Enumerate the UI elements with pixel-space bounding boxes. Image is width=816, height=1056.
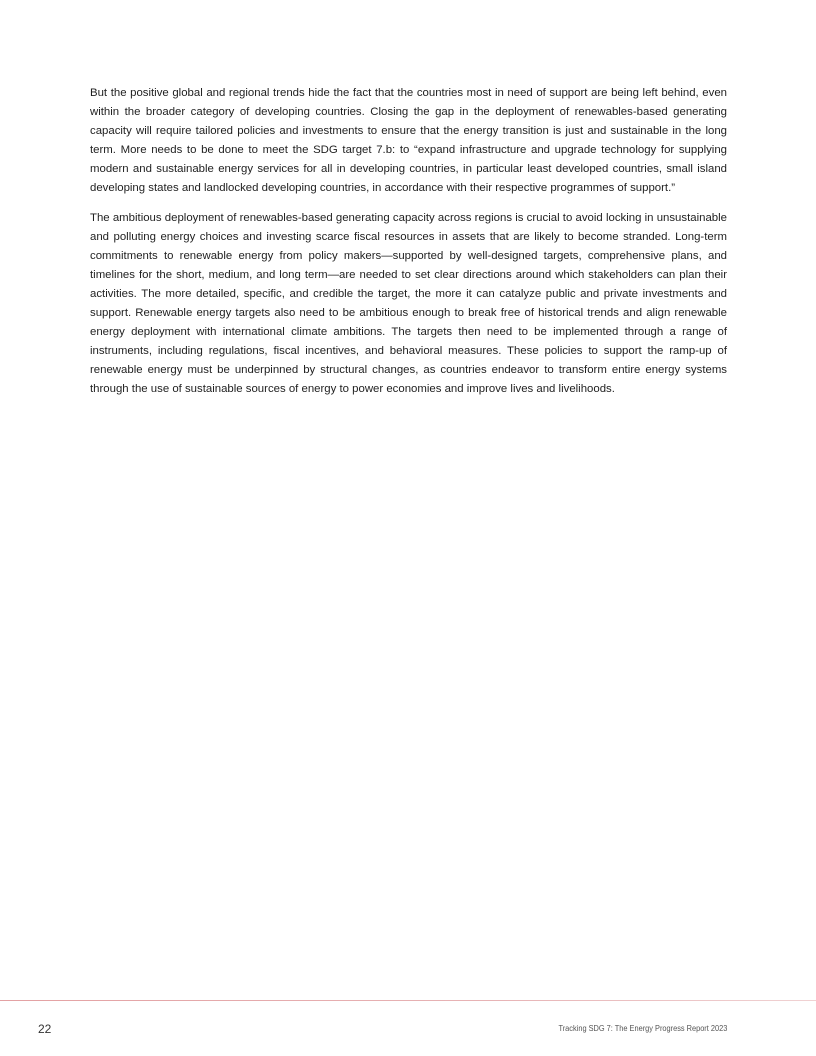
body-paragraph-1: But the positive global and regional trends hide the fact that the countries most in need of support are being left behind, even within the broader category of developing countries. Closing the gap in the deployment of renewables-based generating capacity will require tailored policies and investments to ensure that the energy transition is just and sustainable in the long term. More needs to be done to meet the SDG target 7.b: to “expand infrastructure and upgrade technology for supplying modern and sustainable energy services for all in developing countries, in particular least developed countries, small island developing states and landlocked developing countries, in accordance with their respective programmes of support.” xyxy=(90,87,727,194)
body-paragraph-2: The ambitious deployment of renewables-based generating capacity across regions is crucial to avoid locking in unsustainable and polluting energy choices and investing scarce fiscal resources in assets that are likely to become stranded. Long-term commitments to renewable energy from policy makers—supported by well-designed targets, comprehensive plans, and timelines for the short, medium, and long term—are needed to set clear directions around which stakeholders can plan their activities. The more detailed, specific, and credible the target, the more it can catalyze public and private investments and support. Renewable energy targets also need to be ambitious enough to break free of historical trends and align renewable energy deployment with international climate ambitions. The targets then need to be implemented through a range of instruments, including regulations, fiscal incentives, and behavioral measures. These policies to support the ramp-up of renewable energy must be underpinned by structural changes, as countries endeavor to transform entire energy systems through the use of sustainable sources of energy to power economies and improve lives and livelihoods. xyxy=(90,212,727,395)
footer-divider xyxy=(0,1000,816,1001)
main-content xyxy=(90,84,727,399)
page-number: 22 xyxy=(38,1022,52,1036)
footer-report-title: Tracking SDG 7: The Energy Progress Report 2023 xyxy=(558,1023,727,1033)
